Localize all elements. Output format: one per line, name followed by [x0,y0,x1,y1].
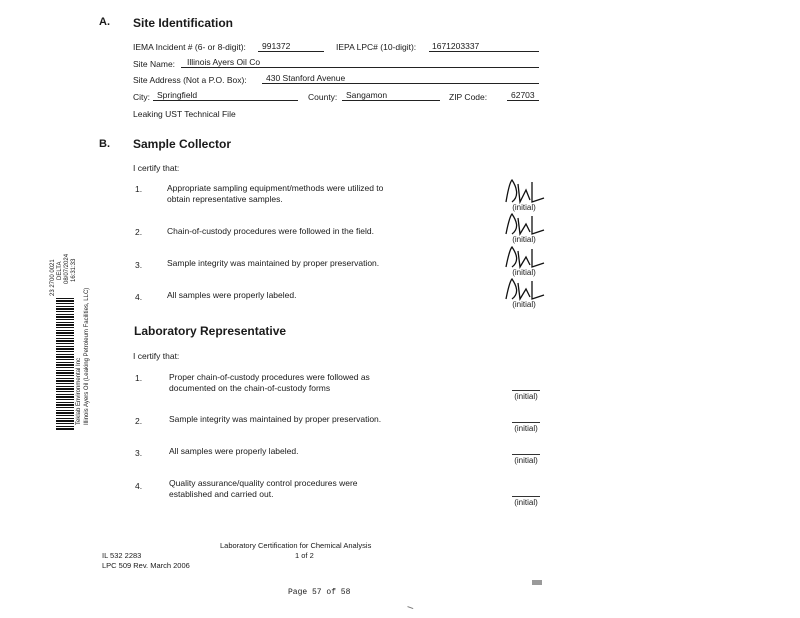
scan-artifact [407,606,414,611]
side-label-line6: 16:31:33 [71,258,77,282]
collector-item-2-text: Chain-of-custody procedures were followed in the field. [167,226,374,236]
section-b-title: Sample Collector [133,137,232,151]
county-value: Sangamon [346,90,388,100]
form-revision: LPC 509 Rev. March 2006 [102,561,190,570]
zip-value: 62703 [511,90,535,100]
section-a-letter: A. [99,16,110,28]
lpc-label: IEPA LPC# (10-digit): [336,42,417,52]
lpc-underline [429,51,539,52]
collector-item-1-num: 1. [135,184,143,194]
lab-initial-label-4: (initial) [514,498,538,507]
incident-label: IEMA Incident # (6- or 8-digit): [133,42,246,52]
city-label: City: [133,92,150,102]
collector-item-3-num: 3. [135,260,143,270]
file-label: Leaking UST Technical File [133,109,236,119]
address-underline [262,83,539,84]
collector-item-1-text: Appropriate sampling equipment/methods were utilized to obtain representative samples. [167,183,384,204]
collector-initial-label-1: (initial) [512,203,536,212]
collector-certify: I certify that: [133,163,180,173]
county-underline [342,100,440,101]
lab-item-1-num: 1. [135,373,143,383]
site-name-underline [181,67,539,68]
collector-item-4-text: All samples were properly labeled. [167,290,297,300]
lab-initial-line-2[interactable] [512,422,540,423]
collector-item-4-num: 4. [135,292,143,302]
zip-underline [507,100,539,101]
lab-item-1-text: Proper chain-of-custody procedures were followed as documented on the chain-of-custody forms [169,372,370,393]
lab-initial-label-2: (initial) [514,424,538,433]
incident-underline [258,51,324,52]
lab-initial-label-3: (initial) [514,456,538,465]
lpc-value: 1671203337 [432,41,480,51]
page-marker: Page 57 of 58 [288,588,351,597]
lab-section-title: Laboratory Representative [134,324,287,338]
lab-initial-label-1: (initial) [514,392,538,401]
lab-item-3-num: 3. [135,448,143,458]
city-value: Springfield [157,90,198,100]
incident-value: 991372 [262,41,291,51]
site-name-value: Illinois Ayers Oil Co [187,57,261,67]
form-title: Laboratory Certification for Chemical Analysis [220,541,372,550]
side-label-line2: Illinois Ayers Oil (Leaking Petroleum Facilities, LLC) [84,287,90,425]
lab-item-4-num: 4. [135,481,143,491]
side-label-line1: Teklab Environmental Inc [76,357,82,425]
lab-item-2-text: Sample integrity was maintained by proper preservation. [169,414,382,424]
lab-item-3-text: All samples were properly labeled. [169,446,299,456]
scan-mark [532,580,542,585]
barcode [56,298,74,430]
address-value: 430 Stanford Avenue [266,73,346,83]
lab-certify: I certify that: [133,351,180,361]
initial-signature-4 [500,277,550,301]
collector-item-2-num: 2. [135,227,143,237]
county-label: County: [308,92,338,102]
city-underline [153,100,298,101]
lab-initial-line-1[interactable] [512,390,540,391]
address-label: Site Address (Not a P.O. Box): [133,75,247,85]
side-label-line3: 23 2700 0021 [50,259,56,296]
initial-signature-3 [500,245,550,269]
initial-signature-2 [500,212,550,236]
collector-initial-label-4: (initial) [512,300,536,309]
page-of: 1 of 2 [295,551,314,560]
collector-initial-label-2: (initial) [512,235,536,244]
lab-item-2-num: 2. [135,416,143,426]
lab-item-4-text: Quality assurance/quality control procedures were established and carried out. [169,478,358,499]
collector-item-3-text: Sample integrity was maintained by proper preservation. [167,258,380,268]
section-b-letter: B. [99,138,110,150]
initial-signature-1 [500,176,550,206]
side-label-line5: 08/07/2024 [64,253,70,284]
lab-initial-line-3[interactable] [512,454,540,455]
section-a-title: Site Identification [133,16,234,30]
lab-initial-line-4[interactable] [512,496,540,497]
zip-label: ZIP Code: [449,92,488,102]
site-name-label: Site Name: [133,59,176,69]
collector-initial-label-3: (initial) [512,268,536,277]
il-number: IL 532 2283 [102,551,142,560]
side-label-line4: DELTA [57,261,63,280]
